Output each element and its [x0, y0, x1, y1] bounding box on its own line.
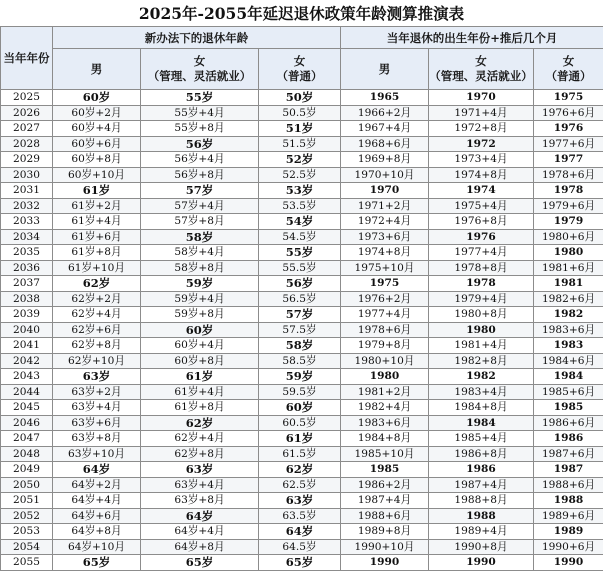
table-cell: 1985 — [341, 462, 429, 478]
table-row — [1, 539, 603, 555]
year-header: 当年年份 — [1, 27, 53, 90]
table-cell: 1974 — [429, 183, 534, 199]
table-cell: 1986 — [429, 462, 534, 478]
year-cell: 2038 — [1, 291, 53, 307]
table-cell: 56岁 — [141, 136, 259, 152]
table-cell: 64.5岁 — [259, 539, 341, 555]
table-cell: 51.5岁 — [259, 136, 341, 152]
table-cell: 53.5岁 — [259, 198, 341, 214]
table-cell: 1969+8月 — [341, 152, 429, 168]
table-row — [1, 229, 603, 245]
table-cell: 63岁+8月 — [53, 431, 141, 447]
table-row — [1, 198, 603, 214]
table-row — [1, 291, 603, 307]
table-cell: 1985+10月 — [341, 446, 429, 462]
table-cell: 64岁+2月 — [53, 477, 141, 493]
table-cell: 1975+10月 — [341, 260, 429, 276]
table-cell: 63岁+10月 — [53, 446, 141, 462]
table-cell: 61岁 — [259, 431, 341, 447]
table-row — [1, 136, 603, 152]
table-row — [1, 431, 603, 447]
table-cell: 59岁+8月 — [141, 307, 259, 323]
table-cell: 1983+6月 — [341, 415, 429, 431]
table-cell: 1990+10月 — [341, 539, 429, 555]
table-cell: 65岁 — [141, 555, 259, 571]
table-cell: 64岁 — [53, 462, 141, 478]
table-row — [1, 508, 603, 524]
table-cell: 64岁+8月 — [141, 539, 259, 555]
table-cell: 63岁+4月 — [141, 477, 259, 493]
table-cell: 54岁 — [259, 214, 341, 230]
table-cell: 60岁+10月 — [53, 167, 141, 183]
table-cell: 1981+2月 — [341, 384, 429, 400]
table-cell: 1979+4月 — [429, 291, 534, 307]
table-cell: 1982+8月 — [429, 353, 534, 369]
table-cell: 1990 — [429, 555, 534, 571]
table-row — [1, 384, 603, 400]
year-cell: 2026 — [1, 105, 53, 121]
year-cell: 2039 — [1, 307, 53, 323]
table-cell: 1988+8月 — [429, 493, 534, 509]
col-header-female-general: 女 （普通） — [259, 49, 341, 90]
table-cell: 1971+4月 — [429, 105, 534, 121]
table-cell: 62岁 — [259, 462, 341, 478]
table-cell: 51岁 — [259, 121, 341, 137]
table-cell: 1979+8月 — [341, 338, 429, 354]
page-title: 2025年-2055年延迟退休政策年龄测算推演表 — [0, 3, 603, 25]
table-cell: 61岁+2月 — [53, 198, 141, 214]
table-cell: 1989+4月 — [429, 524, 534, 540]
table-cell: 50岁 — [259, 90, 341, 106]
table-cell: 1972+4月 — [341, 214, 429, 230]
table-row — [1, 555, 603, 571]
table-cell: 60岁 — [259, 400, 341, 416]
year-cell: 2048 — [1, 446, 53, 462]
table-row — [1, 90, 603, 106]
table-row — [1, 183, 603, 199]
year-cell: 2054 — [1, 539, 53, 555]
table-cell: 1985+6月 — [534, 384, 603, 400]
table-cell: 1977+4月 — [341, 307, 429, 323]
table-cell: 59岁+4月 — [141, 291, 259, 307]
table-cell: 62岁+10月 — [53, 353, 141, 369]
table-row — [1, 462, 603, 478]
table-cell: 62岁+6月 — [53, 322, 141, 338]
table-cell: 1976 — [534, 121, 603, 137]
year-cell: 2035 — [1, 245, 53, 261]
table-cell: 59岁 — [141, 276, 259, 292]
table-cell: 1980+10月 — [341, 353, 429, 369]
table-cell: 60岁+8月 — [141, 353, 259, 369]
year-cell: 2045 — [1, 400, 53, 416]
table-cell: 1980 — [534, 245, 603, 261]
year-cell: 2044 — [1, 384, 53, 400]
table-row — [1, 260, 603, 276]
table-cell: 62岁+4月 — [53, 307, 141, 323]
year-cell: 2025 — [1, 90, 53, 106]
year-cell: 2043 — [1, 369, 53, 385]
table-cell: 1986 — [534, 431, 603, 447]
table-cell: 1973+4月 — [429, 152, 534, 168]
table-row — [1, 167, 603, 183]
table-cell: 1987 — [534, 462, 603, 478]
table-cell: 62岁+4月 — [141, 431, 259, 447]
col-header-birth-male: 男 — [341, 49, 429, 90]
table-cell: 1990+8月 — [429, 539, 534, 555]
table-cell: 60岁+4月 — [141, 338, 259, 354]
table-row — [1, 322, 603, 338]
table-cell: 1988+6月 — [341, 508, 429, 524]
table-cell: 1988 — [429, 508, 534, 524]
table-cell: 61.5岁 — [259, 446, 341, 462]
table-cell: 62岁+8月 — [141, 446, 259, 462]
table-cell: 1982+6月 — [534, 291, 603, 307]
table-cell: 1966+2月 — [341, 105, 429, 121]
table-cell: 64岁+4月 — [141, 524, 259, 540]
table-cell: 63岁+4月 — [53, 400, 141, 416]
table-cell: 61岁+8月 — [141, 400, 259, 416]
table-cell: 50.5岁 — [259, 105, 341, 121]
table-row — [1, 105, 603, 121]
table-cell: 1975 — [534, 90, 603, 106]
table-cell: 64岁+10月 — [53, 539, 141, 555]
table-cell: 58.5岁 — [259, 353, 341, 369]
table-cell: 1986+2月 — [341, 477, 429, 493]
table-cell: 1977 — [534, 152, 603, 168]
table-cell: 63.5岁 — [259, 508, 341, 524]
table-cell: 55岁 — [141, 90, 259, 106]
table-row — [1, 245, 603, 261]
table-cell: 53岁 — [259, 183, 341, 199]
table-cell: 1988+6月 — [534, 477, 603, 493]
table-cell: 1980 — [429, 322, 534, 338]
table-cell: 1986+6月 — [534, 415, 603, 431]
table-cell: 55.5岁 — [259, 260, 341, 276]
table-cell: 61岁 — [53, 183, 141, 199]
table-cell: 58岁+4月 — [141, 245, 259, 261]
table-cell: 57岁+4月 — [141, 198, 259, 214]
table-row — [1, 276, 603, 292]
table-cell: 63岁+6月 — [53, 415, 141, 431]
table-row — [1, 415, 603, 431]
table-cell: 62岁 — [141, 415, 259, 431]
table-cell: 63岁 — [53, 369, 141, 385]
table-cell: 1973+6月 — [341, 229, 429, 245]
table-cell: 1988 — [534, 493, 603, 509]
table-cell: 1970+10月 — [341, 167, 429, 183]
year-cell: 2028 — [1, 136, 53, 152]
year-cell: 2055 — [1, 555, 53, 571]
year-cell: 2040 — [1, 322, 53, 338]
year-cell: 2050 — [1, 477, 53, 493]
year-cell: 2053 — [1, 524, 53, 540]
year-cell: 2052 — [1, 508, 53, 524]
table-cell: 55岁 — [259, 245, 341, 261]
table-cell: 55岁+4月 — [141, 105, 259, 121]
table-cell: 62岁 — [53, 276, 141, 292]
table-cell: 61岁+6月 — [53, 229, 141, 245]
table-cell: 1978+8月 — [429, 260, 534, 276]
table-cell: 1975 — [341, 276, 429, 292]
table-cell: 54.5岁 — [259, 229, 341, 245]
table-cell: 1984+8月 — [429, 400, 534, 416]
table-row — [1, 152, 603, 168]
table-cell: 62岁+2月 — [53, 291, 141, 307]
year-cell: 2031 — [1, 183, 53, 199]
table-cell: 1990 — [341, 555, 429, 571]
group-header-birth-year: 当年退休的出生年份+推后几个月 — [341, 27, 603, 49]
table-cell: 65岁 — [259, 555, 341, 571]
table-cell: 1983 — [534, 338, 603, 354]
table-cell: 63岁+8月 — [141, 493, 259, 509]
table-cell: 1971+2月 — [341, 198, 429, 214]
table-cell: 52.5岁 — [259, 167, 341, 183]
table-cell: 57.5岁 — [259, 322, 341, 338]
col-header-male: 男 — [53, 49, 141, 90]
table-row — [1, 400, 603, 416]
table-cell: 1987+6月 — [534, 446, 603, 462]
table-cell: 1978 — [534, 183, 603, 199]
table-cell: 1974+8月 — [429, 167, 534, 183]
table-cell: 57岁 — [141, 183, 259, 199]
table-cell: 1989 — [534, 524, 603, 540]
table-cell: 1985+4月 — [429, 431, 534, 447]
year-cell: 2046 — [1, 415, 53, 431]
table-cell: 1975+4月 — [429, 198, 534, 214]
table-cell: 52岁 — [259, 152, 341, 168]
table-cell: 1980 — [341, 369, 429, 385]
table-cell: 61岁+4月 — [53, 214, 141, 230]
table-cell: 1965 — [341, 90, 429, 106]
table-cell: 56岁+4月 — [141, 152, 259, 168]
table-cell: 1970 — [341, 183, 429, 199]
table-cell: 1974+8月 — [341, 245, 429, 261]
table-cell: 1989+8月 — [341, 524, 429, 540]
table-cell: 1976+6月 — [534, 105, 603, 121]
table-cell: 1972 — [429, 136, 534, 152]
table-cell: 1984 — [534, 369, 603, 385]
table-cell: 1981 — [534, 276, 603, 292]
table-cell: 1982+4月 — [341, 400, 429, 416]
table-cell: 1976+2月 — [341, 291, 429, 307]
table-cell: 1972+8月 — [429, 121, 534, 137]
table-cell: 1979 — [534, 214, 603, 230]
table-row — [1, 353, 603, 369]
table-cell: 1982 — [429, 369, 534, 385]
table-cell: 1984+8月 — [341, 431, 429, 447]
table-cell: 63岁 — [141, 462, 259, 478]
table-cell: 1980+8月 — [429, 307, 534, 323]
table-cell: 55岁+8月 — [141, 121, 259, 137]
table-cell: 58岁 — [259, 338, 341, 354]
table-row — [1, 524, 603, 540]
table-cell: 1978+6月 — [534, 167, 603, 183]
table-cell: 62.5岁 — [259, 477, 341, 493]
table-cell: 60岁+4月 — [53, 121, 141, 137]
table-cell: 60岁+6月 — [53, 136, 141, 152]
year-cell: 2037 — [1, 276, 53, 292]
table-row — [1, 369, 603, 385]
table-cell: 63岁+2月 — [53, 384, 141, 400]
table-cell: 58岁+8月 — [141, 260, 259, 276]
table-cell: 1978 — [429, 276, 534, 292]
table-cell: 64岁 — [141, 508, 259, 524]
table-cell: 1986+8月 — [429, 446, 534, 462]
year-cell: 2047 — [1, 431, 53, 447]
group-header-new-retirement-age: 新办法下的退休年龄 — [53, 27, 341, 49]
table-cell: 58岁 — [141, 229, 259, 245]
table-cell: 64岁 — [259, 524, 341, 540]
year-cell: 2049 — [1, 462, 53, 478]
table-cell: 1985 — [534, 400, 603, 416]
table-cell: 1967+4月 — [341, 121, 429, 137]
table-cell: 1979+6月 — [534, 198, 603, 214]
year-cell: 2029 — [1, 152, 53, 168]
year-cell: 2042 — [1, 353, 53, 369]
table-cell: 1968+6月 — [341, 136, 429, 152]
table-row — [1, 446, 603, 462]
table-row — [1, 338, 603, 354]
year-cell: 2034 — [1, 229, 53, 245]
col-header-birth-female-mgmt: 女 （管理、灵活就业） — [429, 49, 534, 90]
table-cell: 1987+4月 — [341, 493, 429, 509]
table-row — [1, 121, 603, 137]
col-header-female-mgmt: 女 （管理、灵活就业） — [141, 49, 259, 90]
col-header-birth-female-general: 女 （普通） — [534, 49, 603, 90]
retirement-table — [0, 26, 603, 571]
table-cell: 1989+6月 — [534, 508, 603, 524]
table-cell: 60岁+8月 — [53, 152, 141, 168]
table-cell: 61岁 — [141, 369, 259, 385]
table-cell: 62岁+8月 — [53, 338, 141, 354]
table-cell: 56岁+8月 — [141, 167, 259, 183]
table-cell: 61岁+10月 — [53, 260, 141, 276]
table-cell: 64岁+6月 — [53, 508, 141, 524]
table-cell: 64岁+4月 — [53, 493, 141, 509]
table-cell: 64岁+8月 — [53, 524, 141, 540]
year-cell: 2033 — [1, 214, 53, 230]
table-body — [1, 90, 603, 571]
table-cell: 1983+6月 — [534, 322, 603, 338]
table-cell: 1980+6月 — [534, 229, 603, 245]
table-cell: 1981+6月 — [534, 260, 603, 276]
table-cell: 1977+6月 — [534, 136, 603, 152]
table-cell: 1977+4月 — [429, 245, 534, 261]
table-cell: 1990+6月 — [534, 539, 603, 555]
table-cell: 1987+4月 — [429, 477, 534, 493]
table-cell: 1983+4月 — [429, 384, 534, 400]
table-row — [1, 307, 603, 323]
table-cell: 56.5岁 — [259, 291, 341, 307]
table-cell: 60岁 — [141, 322, 259, 338]
table-cell: 1981+4月 — [429, 338, 534, 354]
table-cell: 1984+6月 — [534, 353, 603, 369]
table-cell: 1970 — [429, 90, 534, 106]
table-row — [1, 493, 603, 509]
table-cell: 1976+8月 — [429, 214, 534, 230]
year-cell: 2041 — [1, 338, 53, 354]
table-cell: 57岁 — [259, 307, 341, 323]
table-cell: 1990 — [534, 555, 603, 571]
table-cell: 1984 — [429, 415, 534, 431]
year-cell: 2030 — [1, 167, 53, 183]
table-cell: 57岁+8月 — [141, 214, 259, 230]
table-cell: 61岁+8月 — [53, 245, 141, 261]
year-cell: 2027 — [1, 121, 53, 137]
table-cell: 59.5岁 — [259, 384, 341, 400]
table-row — [1, 477, 603, 493]
table-cell: 60岁 — [53, 90, 141, 106]
table-cell: 65岁 — [53, 555, 141, 571]
table-cell: 60岁+2月 — [53, 105, 141, 121]
table-cell: 59岁 — [259, 369, 341, 385]
table-cell: 1978+6月 — [341, 322, 429, 338]
year-cell: 2036 — [1, 260, 53, 276]
table-row — [1, 214, 603, 230]
table-cell: 61岁+4月 — [141, 384, 259, 400]
table-cell: 1982 — [534, 307, 603, 323]
table-cell: 60.5岁 — [259, 415, 341, 431]
year-cell: 2032 — [1, 198, 53, 214]
table-cell: 63岁 — [259, 493, 341, 509]
table-cell: 56岁 — [259, 276, 341, 292]
year-cell: 2051 — [1, 493, 53, 509]
table-cell: 1976 — [429, 229, 534, 245]
